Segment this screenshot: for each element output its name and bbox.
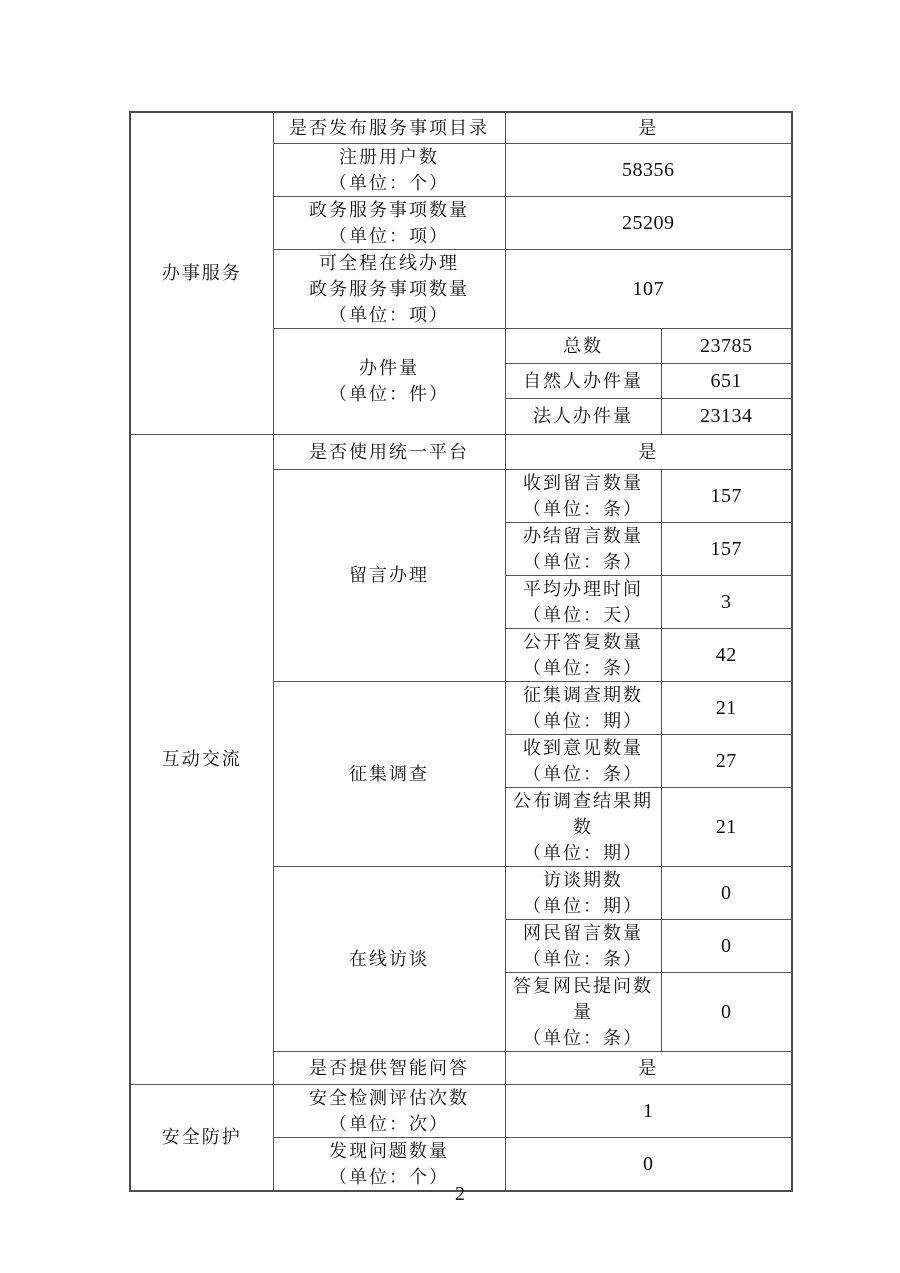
sublabel-text: 答复网民提问数量: [513, 975, 653, 1022]
row-value: [661, 681, 792, 734]
unit-text: （单位：条）: [523, 657, 643, 678]
row-label: [273, 112, 505, 143]
row-value: [661, 919, 792, 972]
unit-text: （单位：条）: [523, 1027, 643, 1048]
value-text: 是: [638, 117, 659, 138]
value-text: 1: [643, 1099, 654, 1122]
row-value: [661, 734, 792, 787]
unit-text: （单位：期）: [523, 710, 643, 731]
sublabel-text: 征集调查期数: [523, 684, 643, 705]
label-text: 安全检测评估次数: [309, 1087, 469, 1108]
value-text: 是: [638, 1057, 659, 1078]
subrow-label: [505, 575, 661, 628]
label-text: 发现问题数量: [329, 1140, 449, 1161]
value-text: 是: [638, 441, 659, 462]
subrow-label: [505, 469, 661, 522]
category-label: 互动交流: [161, 749, 242, 769]
subrow-label: [505, 734, 661, 787]
row-value: [661, 866, 792, 919]
value-text: 23785: [700, 334, 753, 357]
subrow-label: [505, 787, 661, 866]
unit-text: （单位：件）: [329, 384, 449, 404]
unit-text: （单位：条）: [523, 763, 643, 784]
page-number: 2: [455, 1183, 465, 1205]
row-value: [661, 398, 792, 434]
table-row: [130, 1084, 792, 1137]
row-label: [273, 1084, 505, 1137]
label-text: 在线访谈: [349, 948, 429, 969]
unit-text: （单位：期）: [523, 842, 643, 863]
value-text: 23134: [700, 405, 753, 427]
sublabel-text: 法人办件量: [533, 406, 633, 426]
row-value: [505, 434, 792, 469]
sublabel-text: 办结留言数量: [523, 525, 643, 546]
row-value: [661, 328, 792, 363]
label-text: 政务服务事项数量: [309, 199, 469, 220]
row-value: [661, 628, 792, 681]
row-label: [273, 196, 505, 249]
label-text: 是否提供智能问答: [309, 1057, 469, 1078]
sublabel-text: 收到留言数量: [523, 472, 643, 493]
category-label: 办事服务: [161, 263, 242, 284]
value-text: 27: [715, 749, 737, 772]
row-label: [273, 1051, 505, 1084]
value-text: 3: [721, 590, 732, 613]
row-label: [273, 249, 505, 328]
label-text: 是否发布服务事项目录: [289, 117, 489, 138]
category-cell: [130, 112, 273, 434]
value-text: 21: [715, 696, 737, 719]
sublabel-text: 平均办理时间: [523, 578, 643, 599]
label-text-line2: 政务服务事项数量: [309, 278, 469, 299]
value-text: 651: [710, 369, 742, 392]
value-text: 21: [715, 815, 737, 838]
sublabel-text: 网民留言数量: [523, 922, 643, 943]
value-text: 157: [710, 537, 742, 560]
row-value: [661, 787, 792, 866]
sublabel-text: 自然人办件量: [523, 370, 643, 391]
row-value: [505, 112, 792, 143]
table-row: [130, 434, 792, 469]
unit-text: （单位：条）: [523, 551, 643, 572]
value-text: 0: [721, 1000, 732, 1023]
row-value: [661, 469, 792, 522]
unit-text: （单位：条）: [523, 498, 643, 519]
row-value: [505, 143, 792, 196]
sublabel-text: 收到意见数量: [523, 737, 643, 758]
category-cell: [130, 434, 273, 1084]
sublabel-text: 总数: [563, 335, 603, 356]
subrow-label: [505, 972, 661, 1051]
statistics-table: [129, 111, 793, 1192]
unit-text: （单位：个）: [329, 1166, 449, 1187]
row-value: [661, 363, 792, 398]
row-label: [273, 143, 505, 196]
subrow-label: [505, 363, 661, 398]
row-label: [273, 434, 505, 469]
row-value: [661, 972, 792, 1051]
label-text: 是否使用统一平台: [309, 441, 469, 462]
subrow-label: [505, 522, 661, 575]
label-text: 留言办理: [349, 565, 429, 585]
unit-text: （单位：个）: [329, 172, 449, 193]
row-label: [273, 328, 505, 434]
value-text: 107: [632, 277, 664, 300]
value-text: 58356: [622, 158, 675, 181]
unit-text: （单位：次）: [329, 1113, 449, 1134]
label-text: 征集调查: [349, 763, 429, 784]
value-text: 0: [643, 1152, 654, 1175]
label-text: 注册用户数: [339, 146, 439, 167]
row-label: [273, 866, 505, 1051]
subrow-label: [505, 866, 661, 919]
row-value: [661, 522, 792, 575]
label-text: 办件量: [359, 358, 419, 378]
subrow-label: [505, 398, 661, 434]
unit-text: （单位：项）: [329, 304, 449, 325]
label-text: 可全程在线办理: [319, 252, 459, 273]
subrow-label: [505, 628, 661, 681]
category-cell: [130, 1084, 273, 1191]
row-value: [505, 249, 792, 328]
unit-text: （单位：期）: [523, 895, 643, 916]
sublabel-text: 访谈期数: [543, 869, 623, 890]
value-text: 0: [721, 881, 732, 904]
category-label: 安全防护: [161, 1127, 242, 1147]
subrow-label: [505, 681, 661, 734]
subrow-label: [505, 919, 661, 972]
unit-text: （单位：条）: [523, 948, 643, 969]
table-row: [130, 112, 792, 143]
row-value: [505, 1084, 792, 1137]
subrow-label: [505, 328, 661, 363]
value-text: 25209: [622, 211, 675, 234]
unit-text: （单位：项）: [329, 225, 449, 246]
row-value: [505, 1051, 792, 1084]
sublabel-text: 公开答复数量: [523, 631, 643, 652]
row-label: [273, 469, 505, 681]
row-label: [273, 681, 505, 866]
value-text: 42: [715, 643, 737, 666]
unit-text: （单位：天）: [523, 604, 643, 625]
value-text: 157: [710, 484, 742, 507]
sublabel-text: 公布调查结果期数: [513, 790, 653, 837]
row-value: [661, 575, 792, 628]
row-value: [505, 196, 792, 249]
value-text: 0: [721, 934, 732, 957]
